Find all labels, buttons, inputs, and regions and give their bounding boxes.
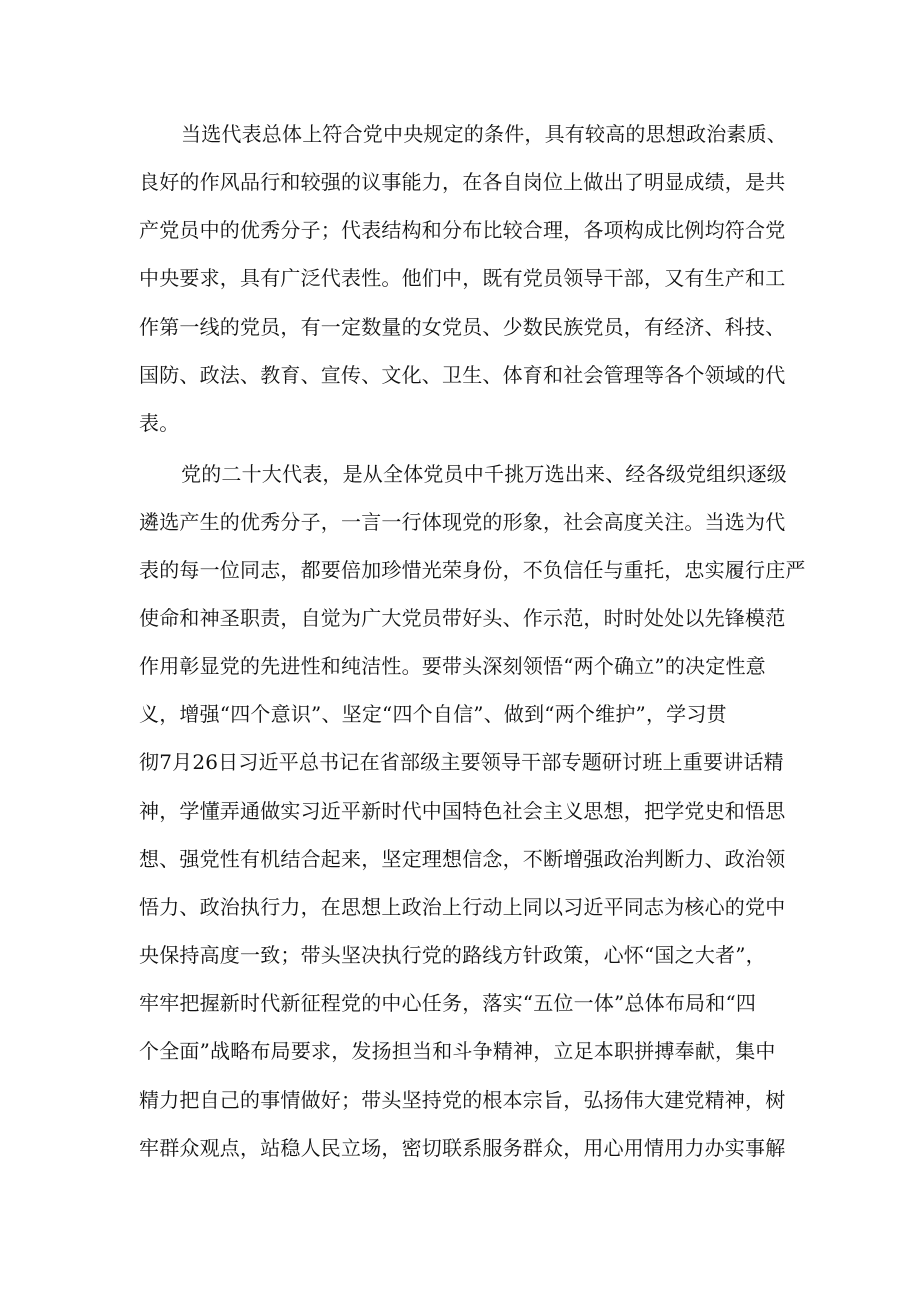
paragraph-1-line-2: 良好的作风品行和较强的议事能力，在各自岗位上做出了明显成绩，是共	[139, 170, 786, 194]
paragraph-2-line-12: 牢牢把握新时代新征程党的中心任务，落实“五位一体”总体布局和“四	[139, 991, 757, 1015]
paragraph-2-line-10: 悟力、政治执行力，在思想上政治上行动上同以习近平同志为核心的党中	[139, 895, 786, 919]
paragraph-2-line-6: 义，增强“四个意识”、坚定“四个自信”、做到“两个维护”，学习贯	[139, 702, 727, 726]
paragraph-2-line-1: 党的二十大代表，是从全体党员中千挑万选出来、经各级党组织逐级	[181, 462, 787, 486]
paragraph-2-line-8: 神，学懂弄通做实习近平新时代中国特色社会主义思想，把学党史和悟思	[139, 799, 786, 823]
paragraph-1-line-5: 作第一线的党员，有一定数量的女党员、少数民族党员，有经济、科技、	[139, 315, 786, 339]
paragraph-2-line-4: 使命和神圣职责，自觉为广大党员带好头、作示范，时时处处以先锋模范	[139, 606, 786, 630]
paragraph-1-line-1: 当选代表总体上符合党中央规定的条件，具有较高的思想政治素质、	[181, 122, 787, 146]
paragraph-1-line-4: 中央要求，具有广泛代表性。他们中，既有党员领导干部，又有生产和工	[139, 266, 786, 290]
paragraph-1-line-7: 表。	[139, 411, 180, 435]
paragraph-2-line-14: 精力把自己的事情做好；带头坚持党的根本宗旨，弘扬伟大建党精神，树	[139, 1088, 786, 1112]
paragraph-2-line-11: 央保持高度一致；带头坚决执行党的路线方针政策，心怀“国之大者”，	[139, 943, 766, 967]
paragraph-2-line-5: 作用彰显党的先进性和纯洁性。要带头深刻领悟“两个确立”的决定性意	[139, 654, 766, 678]
paragraph-1-line-6: 国防、政法、教育、宣传、文化、卫生、体育和社会管理等各个领域的代	[139, 363, 786, 387]
paragraph-2-line-7: 彻7月26日习近平总书记在省部级主要领导干部专题研讨班上重要讲话精	[139, 750, 784, 774]
paragraph-1-line-3: 产党员中的优秀分子；代表结构和分布比较合理，各项构成比例均符合党	[139, 218, 786, 242]
paragraph-2-line-9: 想、强党性有机结合起来，坚定理想信念，不断增强政治判断力、政治领	[139, 847, 786, 871]
paragraph-2-line-15: 牢群众观点，站稳人民立场，密切联系服务群众，用心用情用力办实事解	[139, 1136, 786, 1160]
paragraph-2-line-3: 表的每一位同志，都要倍加珍惜光荣身份，不负信任与重托，忠实履行庄严	[139, 558, 806, 582]
paragraph-2-line-2: 遴选产生的优秀分子，一言一行体现党的形象，社会高度关注。当选为代	[139, 510, 786, 534]
paragraph-2-line-13: 个全面”战略布局要求，发扬担当和斗争精神，立足本职拼搏奉献，集中	[139, 1039, 776, 1063]
